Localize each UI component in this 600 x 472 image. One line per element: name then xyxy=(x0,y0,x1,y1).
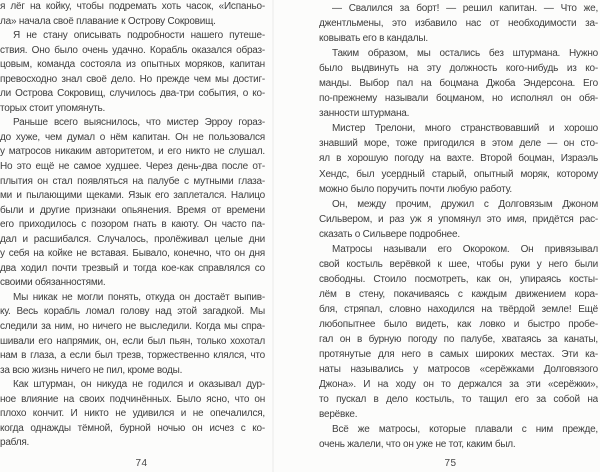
text-line: шивали его напрямик, он, если был пьян, только хохотал xyxy=(0,335,265,347)
book-page-left xyxy=(0,0,265,472)
text-line: наты назывались у матросов «серёжками Долговязого xyxy=(319,364,598,376)
text-line: ли Острова Сокровищ, случилось два-три события, о ко- xyxy=(0,88,265,100)
text-line: Матросы называли его Окороком. Он привязывал xyxy=(332,243,598,255)
text-line: Сильвером, и раз уж я упомянул это имя, придётся рас- xyxy=(319,213,598,225)
text-line: своими обязанностями. xyxy=(0,277,106,289)
text-line: его приходилось с позором гнать в каюту. Он часто па- xyxy=(0,219,265,231)
text-line: рабля. xyxy=(0,437,30,449)
text-line: Мы никак не могли понять, откуда он достаёт выпив- xyxy=(13,291,265,303)
text-line: ла» начала своё плавание к Острову Сокровищ. xyxy=(0,15,216,27)
text-line: Я не стану описывать подробности нашего путеше- xyxy=(13,30,265,42)
text-line: — Свалился за борт! — решил капитан. — Что же, xyxy=(332,3,598,14)
text-line: свой костыль верёвкой к шее, чтобы руки у него были xyxy=(319,258,598,270)
page-75-text xyxy=(319,0,598,452)
page-gutter-shadow xyxy=(272,0,274,472)
text-line: ку. Весь корабль ломал голову над этой загадкой. Мы xyxy=(0,306,265,318)
text-line: Таким образом, мы остались без штурмана. Нужно xyxy=(332,48,598,60)
text-line: Джона». И на ходу он то держался за эти «серёжки», xyxy=(319,379,598,391)
text-line: плытия он стал появляться на палубе с мутными глаза- xyxy=(0,175,265,187)
text-line: Он, между прочим, дружил с Долговязым Джоном xyxy=(332,198,598,210)
text-line: ми и пылающими щеками. Язык его заплетался. Налицо xyxy=(0,190,265,202)
text-line: ное влияние на своих подчинённых. Было ясно, что он xyxy=(0,393,265,405)
page-74-text xyxy=(0,0,265,451)
text-line: можно было поручить почти любую работу. xyxy=(319,183,512,195)
text-line: лём в стену, покачиваясь с каждым движением кора- xyxy=(319,288,598,300)
text-line: цовым, команда состояла из опытных моряков, капитан xyxy=(0,59,265,71)
text-line: было выдвинуть на эту должность кого-нибудь из ко- xyxy=(319,63,598,75)
text-line: у себя на койке не вставая. Бывало, конечно, что он дня xyxy=(0,248,265,260)
text-line: за всю жизнь ничего не пил, кроме воды. xyxy=(0,364,183,376)
text-line: манды. Выбор пал на боцмана Джоба Эндерсона. Его xyxy=(319,78,598,90)
text-line: Но это ещё не самое худшее. Через день-два после от- xyxy=(0,161,265,173)
text-line: свободны. Стоило посмотреть, как он, упираясь косты- xyxy=(319,273,598,285)
text-line: торых стоит упомянуть. xyxy=(0,102,106,114)
text-line: Хендс, был усердный старый, опытный моряк, которому xyxy=(319,168,598,180)
text-line: Как штурман, он никуда не годился и оказывал дур- xyxy=(13,379,265,391)
text-line: гал он в бурную погоду по палубе, хватаясь за канаты, xyxy=(319,334,598,346)
book-page-right xyxy=(319,0,598,472)
text-line: сказать о Сильвере подробнее. xyxy=(319,228,460,240)
text-line: Всё же матросы, которые плавали с ним прежде, xyxy=(332,424,598,436)
page-number: 75 xyxy=(444,458,457,469)
text-line: протянутые для него в самых широких местах. Эти ка- xyxy=(319,349,598,361)
text-line: когда однажды тёмной, бурной ночью он исчез с ко- xyxy=(0,422,265,434)
text-line: плохо кончит. И никто не удивился и не опечалился, xyxy=(0,408,265,420)
text-line: дал и расшибался. Случалось, пролёживал целые дни xyxy=(0,233,265,245)
text-line: следили за ним, но ничего не выследили. Когда мы спра- xyxy=(0,321,265,333)
text-line: бля, стряпал, словно находился на твёрдой земле! Ещё xyxy=(319,303,598,315)
text-line: знавший море, тоже пригодился в этом деле — он сто- xyxy=(319,138,598,150)
page-number: 74 xyxy=(135,458,148,469)
text-line: по-прежнему называли боцманом, но исполнял он обя- xyxy=(319,93,598,105)
text-line: ствия. Оно было очень удачно. Корабль оказался образ- xyxy=(0,44,265,56)
text-line: я лёг на койку, чтобы подремать хоть часок, «Испаньо- xyxy=(0,1,265,12)
text-line: два ходил почти трезвый и тогда кое-как справлялся со xyxy=(0,262,265,274)
text-line: до хуже, чем думал о нём капитан. Он не пользовался xyxy=(0,131,265,143)
text-line: джентльмены, это избавило нас от необходимости за- xyxy=(319,18,598,30)
text-line: занности штурмана. xyxy=(319,108,410,120)
text-line: очень жалели, что он уже не тот, каким был. xyxy=(319,439,516,451)
text-line: Раньше всего выяснилось, что мистер Эрроу гораз- xyxy=(13,117,265,129)
text-line: были и другие признаки опьянения. Время от времени xyxy=(0,204,265,216)
text-line: у матросов никаким авторитетом, и его никто не слушал. xyxy=(0,146,265,158)
text-line: то пускал в дело костыль, то тащил его за собой на xyxy=(319,394,598,406)
text-line: Мистер Трелони, много странствовавший и хорошо xyxy=(332,123,598,135)
text-line: любопытнее было видеть, как ловко и быстро пробе- xyxy=(319,318,598,330)
text-line: ковывать его в кандалы. xyxy=(319,33,428,45)
text-line: верёвке. xyxy=(319,409,358,421)
text-line: превосходно знал своё дело. Но прежде чем мы достиг- xyxy=(0,73,265,85)
text-line: ял в хорошую погоду на вахте. Второй боцман, Израэль xyxy=(319,153,598,165)
text-line: нам в глаза, а если был трезв, торжественно клялся, что xyxy=(0,350,265,362)
